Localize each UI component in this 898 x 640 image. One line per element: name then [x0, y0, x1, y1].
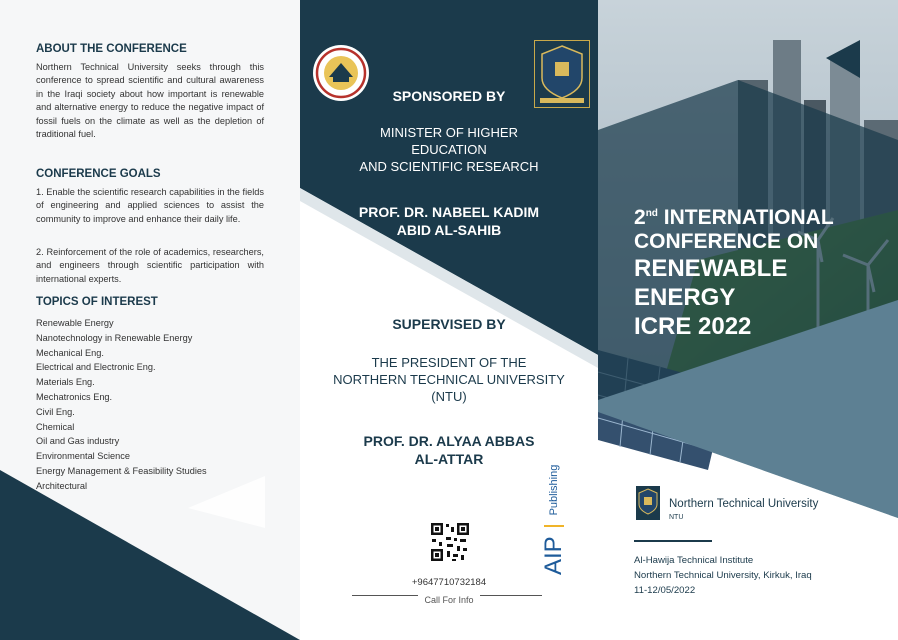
- supervisor-line-3: (NTU): [431, 389, 467, 404]
- ordinal-suffix: nd: [645, 208, 658, 219]
- title-line-4: ENERGY: [634, 284, 736, 311]
- title-international: INTERNATIONAL: [663, 206, 834, 229]
- publishing-label: Publishing: [548, 464, 560, 516]
- contact-label: Call For Info: [418, 595, 479, 605]
- title-line-2: CONFERENCE ON: [634, 230, 819, 253]
- aip-label: AIP: [540, 536, 567, 575]
- about-text: Northern Technical University seeks through this conference to spread scientific and cultural awareness in the Iraqi society about how important is renewable and alternative energy to reduce the negative impact of fossil fuels on the climate as well as the depletion of traditional fuel.: [36, 62, 264, 140]
- aip-publishing-logo: [540, 425, 572, 575]
- supervisor-name-line-1: PROF. DR. ALYAA ABBAS: [363, 433, 535, 449]
- supervisor-name-line-2: AL-ATTAR: [414, 451, 484, 467]
- supervisor-title: [300, 354, 598, 405]
- list-item: Nanotechnology in Renewable Energy: [36, 332, 193, 343]
- ordinal-number: 2: [634, 206, 646, 229]
- about-heading: ABOUT THE CONFERENCE: [36, 43, 187, 55]
- list-item: Mechatronics Eng.: [36, 391, 113, 402]
- goals-heading: CONFERENCE GOALS: [36, 168, 161, 180]
- address-divider: [634, 540, 712, 542]
- sponsor-title: [300, 124, 598, 175]
- conference-dates: 11-12/05/2022: [634, 585, 696, 597]
- sponsor-name: [300, 203, 598, 239]
- supervisor-line-2: NORTHERN TECHNICAL UNIVERSITY: [333, 372, 565, 387]
- topics-heading: TOPICS OF INTEREST: [36, 296, 158, 308]
- list-item: Electrical and Electronic Eng.: [36, 362, 156, 373]
- sponsored-heading: SPONSORED BY: [392, 88, 506, 104]
- sponsor-line-2: EDUCATION: [411, 142, 487, 157]
- university-abbr: NTU: [669, 514, 684, 521]
- list-item: Mechanical Eng.: [36, 347, 104, 358]
- supervised-heading: SUPERVISED BY: [392, 316, 506, 332]
- aip-divider: [544, 525, 564, 527]
- sponsor-line-3: AND SCIENTIFIC RESEARCH: [359, 159, 539, 174]
- list-item: Materials Eng.: [36, 377, 95, 388]
- title-line-1: [634, 202, 834, 230]
- sponsor-name-line-1: PROF. DR. NABEEL KADIM: [358, 204, 540, 220]
- supervisor-line-1: THE PRESIDENT OF THE: [371, 355, 527, 370]
- university-name: Northern Technical University: [669, 498, 819, 510]
- conference-title: [634, 202, 834, 341]
- title-line-3: RENEWABLE: [634, 255, 788, 282]
- contact-phone: +9647710732184: [411, 577, 487, 588]
- left-panel: [0, 0, 300, 640]
- address-block: [634, 553, 812, 599]
- sponsor-line-1: MINISTER OF HIGHER: [380, 125, 518, 140]
- list-item: Renewable Energy: [36, 318, 114, 328]
- list-item: Energy Management & Feasibility Studies: [36, 465, 207, 476]
- list-item: Architectural: [36, 480, 88, 491]
- institute-name: Al-Hawija Technical Institute: [634, 555, 754, 566]
- list-item: Civil Eng.: [36, 406, 75, 417]
- list-item: Chemical: [36, 421, 75, 432]
- middle-panel: [300, 0, 598, 640]
- topics-list: [36, 316, 207, 494]
- goals-item-1: 1. Enable the scientific research capabilities in the fields of engineering and applied sciences to assist the community to improve and enhance their daily life.: [36, 187, 264, 224]
- sponsor-name-line-2: ABID AL-SAHIB: [396, 222, 502, 238]
- university-logo-icon: [636, 486, 660, 520]
- university-address: Northern Technical University, Kirkuk, Iraq: [634, 570, 812, 582]
- goals-item-2: 2. Reinforcement of the role of academics, researchers, and engineers through scientific participation with international experts.: [36, 247, 264, 284]
- title-line-5: ICRE 2022: [634, 313, 752, 340]
- list-item: Oil and Gas industry: [36, 436, 120, 447]
- contact-label-row: [300, 590, 598, 608]
- right-panel: [598, 0, 898, 640]
- qr-code-icon: [430, 522, 470, 562]
- list-item: Environmental Science: [36, 451, 130, 462]
